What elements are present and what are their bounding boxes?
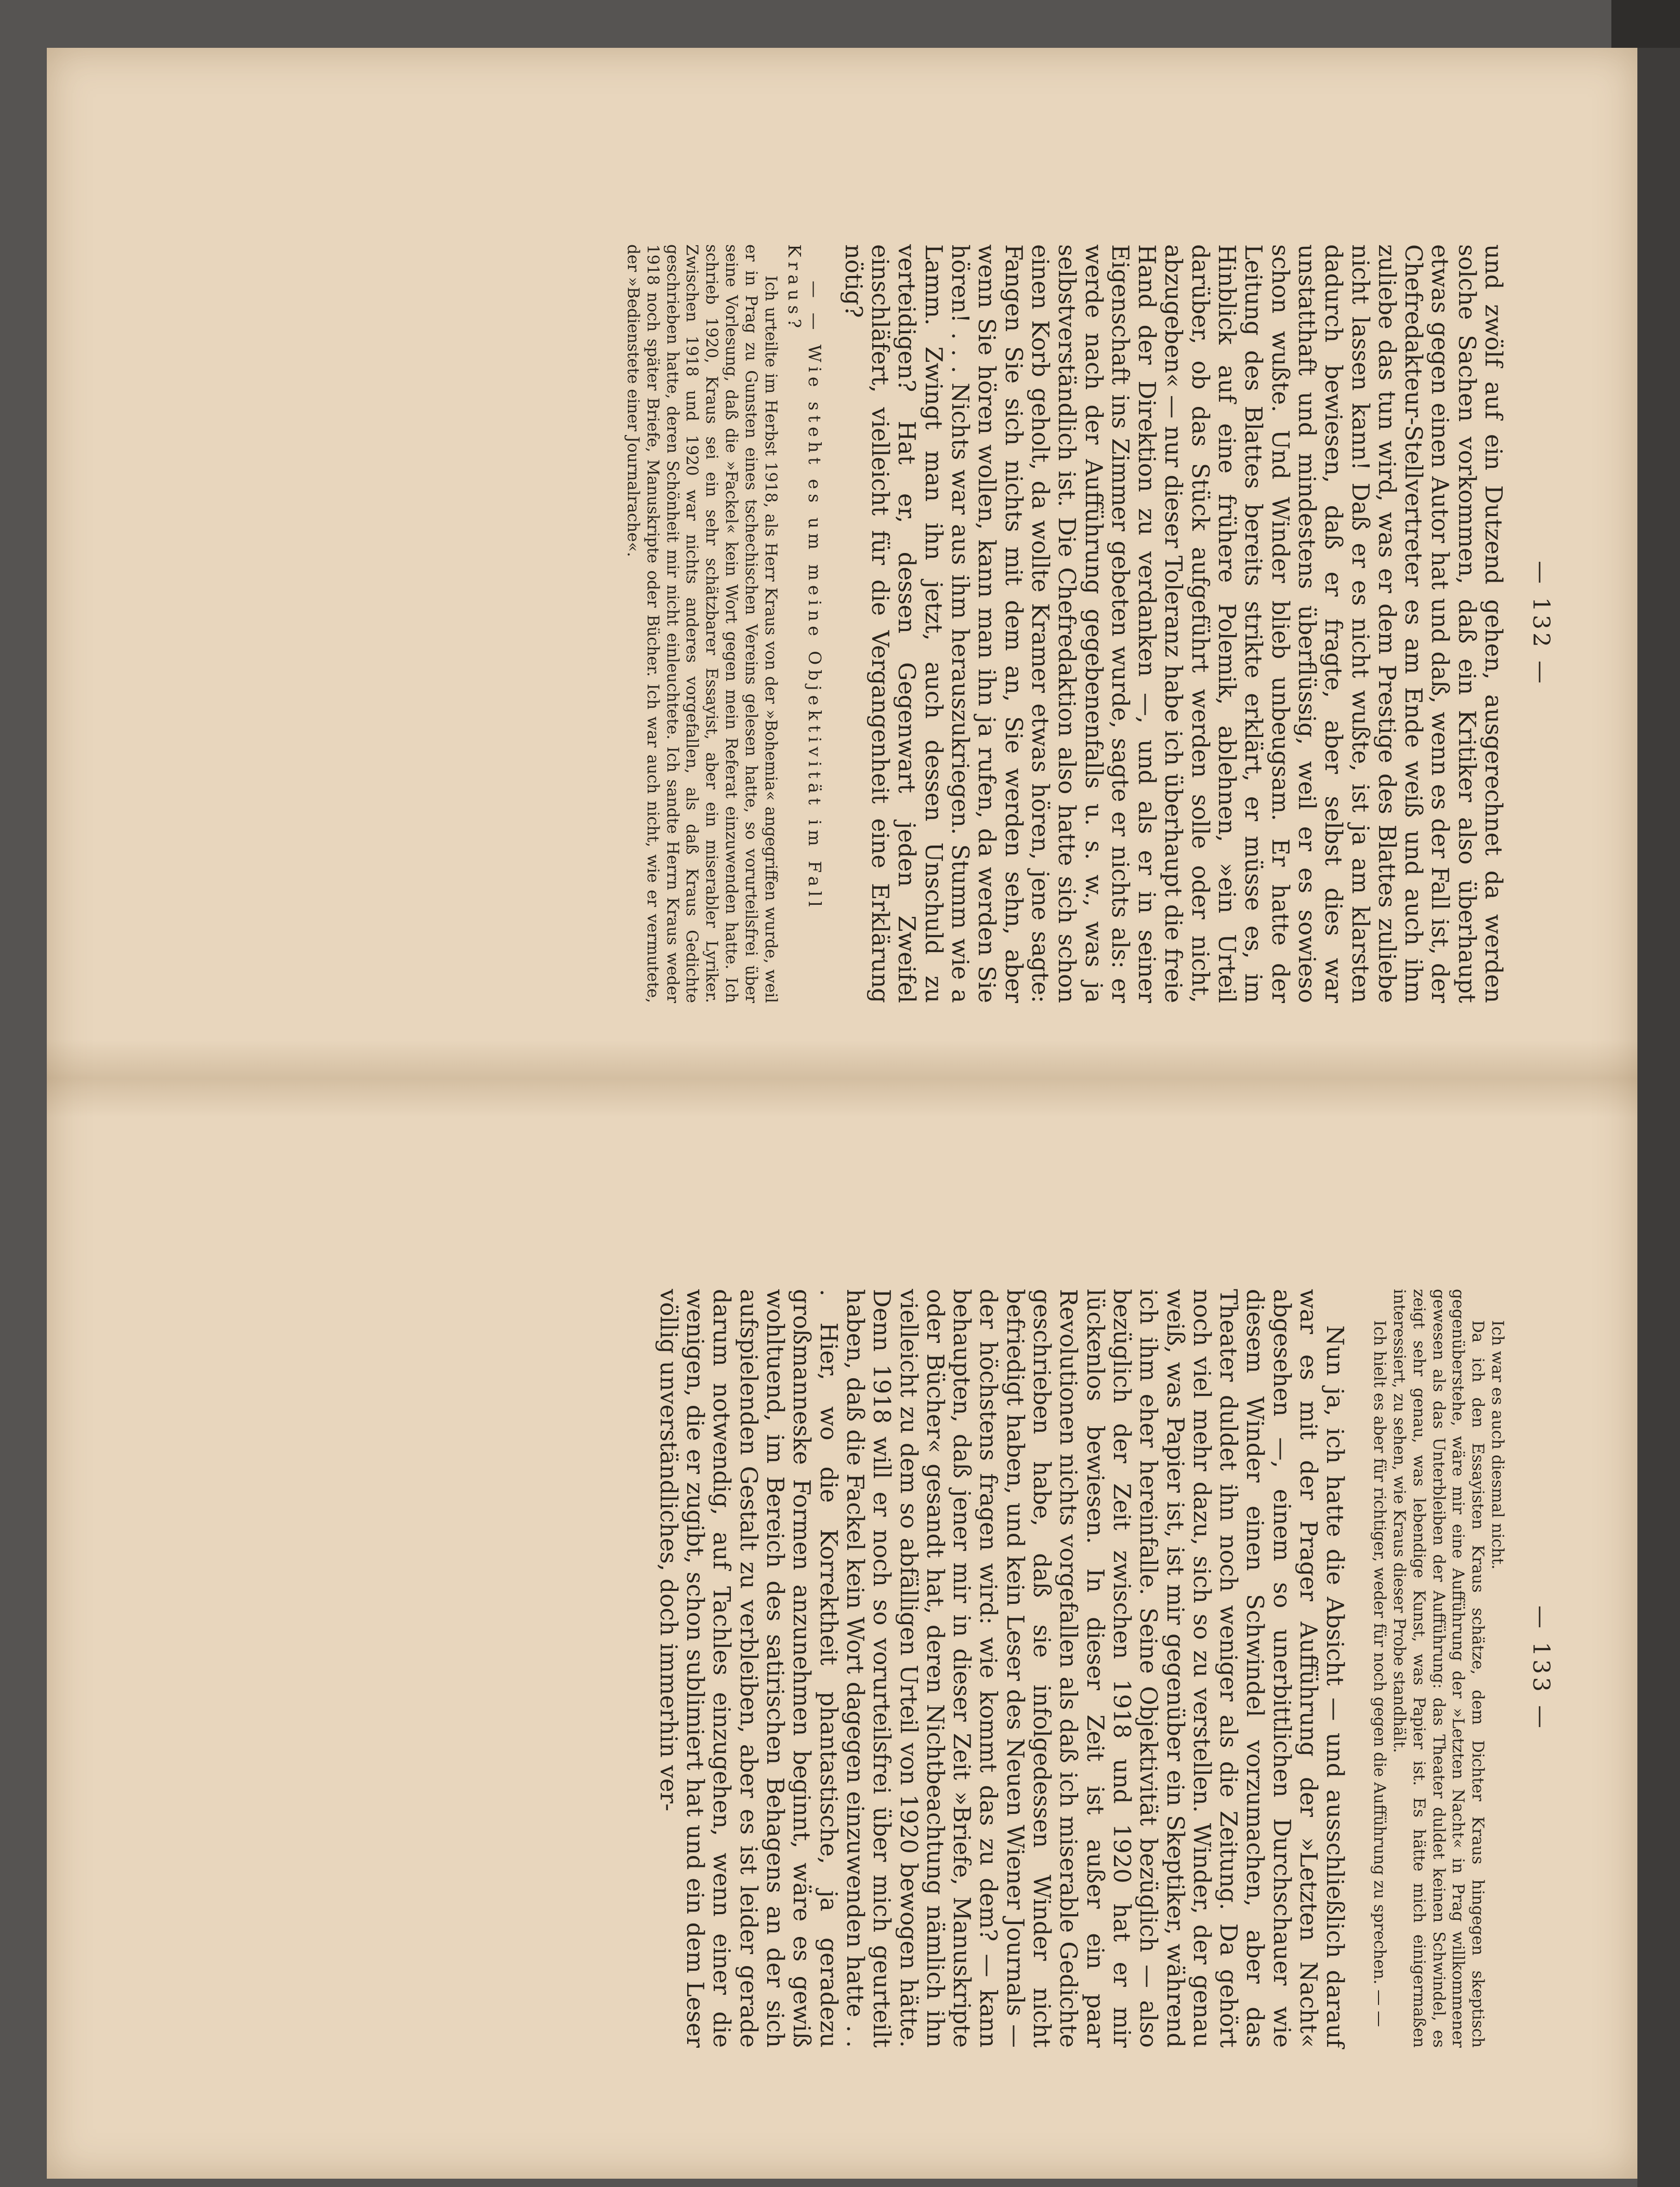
paragraph: Nun ja, ich hatte die Absicht — und ausschließlich darauf war es mit der Prager Aufführung der »Letzten Nacht« abgesehen —, einem so unerbittlichen Durchschauer wie diesem Winder einen Schwindel vorzumachen, aber das Theater duldet ihn noch weniger als die Zeitung. Da gehört noch viel mehr dazu, sich so zu verstellen. Winder, der genau weiß, was Papier ist, ist mir gegenüber ein Skeptiker, während ich ihm eher hereinfalle. Seine Objektivität bezüglich — also bezüglich der Zeit zwischen 1918 und 1920 hat er mir lückenlos bewiesen. In dieser Zeit ist außer ein paar Revolutionen nichts vorgefallen als daß ich miserable Gedichte geschrieben habe, daß sie infolgedessen Winder nicht befriedigt haben, und kein Leser des Neuen Wiener Journals — der höchstens fragen wird: wie kommt das zu dem? — kann behaupten, daß jener mir in dieser Zeit »Briefe, Manuskripte oder Bücher« gesandt hat, deren Nichtbeachtung nämlich ihn vielleicht zu dem so abfälligen Urteil von 1920 bewogen hätte. Denn 1918 will er noch so vorurteilsfrei über mich geurteilt haben, daß die Fackel kein Wort dagegen einzuwenden hatte . . . Hier, wo die Korrektheit phantastische, ja geradezu großmanneske Formen anzunehmen beginnt, wäre es gewiß wohltuend, im Bereich des satirischen Behagens an der sich aufspielenden Gestalt zu verbleiben, aber es ist leider gerade darum notwendig, auf Tachles einzugehen, wenn einer die wenigen, die er zugibt, schon sublimiert hat und ein dem Leser völlig unverständliches, doch immerhin ver- <box>654 1289 1349 2048</box>
page-133 <box>655 1289 1554 2048</box>
binding-corner <box>1611 0 1680 48</box>
center-fold <box>47 1039 1637 1117</box>
page-number: — 132 — <box>1528 561 1554 687</box>
book-cover-edge <box>1637 31 1680 2187</box>
page-number: — 133 — <box>1528 1605 1554 1731</box>
section-heading: — — Wie steht es um meine Objektivität im Fall Kraus? <box>784 244 825 912</box>
quoted-text-block <box>623 244 780 1003</box>
quoted-paragraph: Ich war es auch diesmal nicht. <box>1488 1320 1507 1570</box>
paragraph: und zwölf auf ein Dutzend gehen, ausgerechnet da werden solche Sachen vorkommen, daß ein Kritiker also überhaupt etwas gegen einen Autor hat und daß, wenn es der Fall ist, der Chefredakteur-Stellvertreter es am Ende weiß und auch ihm zuliebe das tun wird, was er dem Prestige des Blattes zuliebe nicht lassen kann! Daß er es nicht wußte, ist ja am klarsten dadurch bewiesen, daß er fragte, aber selbst dies war unstatthaft und mindestens überflüssig, weil er es sowieso schon wußte. Und Winder blieb unbeugsam. Er hatte der Leitung des Blattes bereits strikte erklärt, er müsse es, im Hinblick auf eine frühere Polemik, ablehnen, »ein Urteil darüber, ob das Stück aufgeführt werden solle oder nicht, abzugeben« — nur dieser Toleranz habe ich überhaupt die freie Hand der Direktion zu verdanken —, und als er in seiner Eigenschaft ins Zimmer gebeten wurde, sagte er nichts als: er werde nach der Aufführung gegebenenfalls u. s. w., was ja selbstverständlich ist. Die Chefredaktion also hatte sich schon einen Korb geholt, da wollte Kramer etwas hören, jene sagte: Fangen Sie sich nichts mit dem an, Sie werden sehn, aber wenn Sie hören wollen, kann man ihn ja rufen, da werden Sie hören! . . . Nichts war aus ihm herauszukriegen. Stumm wie a Lamm. Zwingt man ihn jetzt, auch dessen Unschuld zu verteidigen? Hat er, dessen Gegenwart jeden Zweifel einschläfert, vielleicht für die Vergangenheit eine Erklärung nötig? <box>839 244 1507 1003</box>
quoted-text-block <box>1369 1289 1507 2048</box>
main-text-block <box>655 1289 1349 2048</box>
quoted-paragraph: Ich urteilte im Herbst 1918, als Herr Kraus von der »Bohemia« angegriffen wurde, weil er in Prag zu Gunsten eines tschechischen Vereins gelesen hatte, so vorurteilsfrei über seine Vorlesung, daß die »Fackel« kein Wort gegen mein Referat einzuwenden hatte. Ich schrieb 1920, Kraus sei ein sehr schätzbarer Essayist, aber ein miserabler Lyriker. Zwischen 1918 und 1920 war nichts anderes vorgefallen, als daß Kraus Gedichte geschrieben hatte, deren Schönheit mir nicht einleuchtete. Ich sandte Herrn Kraus weder 1918 noch später Briefe, Manuskripte oder Bücher. Ich war auch nicht, wie er vermutete, der »Bedienstete einer Journalrache«. <box>623 244 780 1003</box>
main-text-block <box>841 244 1507 1003</box>
quoted-paragraph: Da ich den Essayisten Kraus schätze, dem Dichter Kraus hingegen skeptisch gegenüberstehe, wäre mir eine Aufführung der »Letzten Nacht« in Prag willkommener gewesen als das Unterbleiben der Aufführung: das Theater duldet keinen Schwindel, es zeigt sehr genau, was lebendige Kunst, was Papier ist. Es hätte mich einigermaßen interessiert, zu sehen, wie Kraus dieser Probe standhält. <box>1389 1289 1488 2048</box>
quoted-paragraph: Ich hielt es aber für richtiger, weder für noch gegen die Aufführung zu sprechen. — — <box>1370 1320 1389 2027</box>
page-132 <box>623 244 1554 1003</box>
